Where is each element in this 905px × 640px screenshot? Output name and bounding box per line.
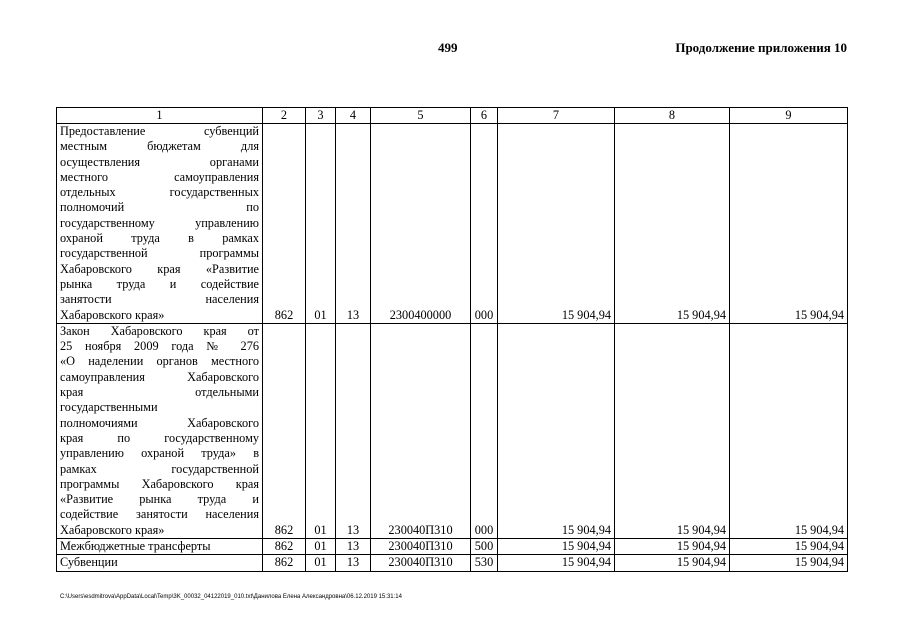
target-article-cell: 230040П310	[371, 539, 471, 555]
column-header-6: 6	[471, 108, 498, 124]
description-line: управлению охраной труда» в	[60, 446, 259, 461]
admin-code-cell: 862	[263, 323, 306, 538]
description-line: рамках государственной	[60, 461, 259, 476]
expense-type-cell: 530	[471, 555, 498, 571]
description-line: рынка труда и содействие	[60, 276, 259, 291]
description-line: местным бюджетам для	[60, 139, 259, 154]
description-line: «Развитие рынка труда и	[60, 492, 259, 507]
table-row	[57, 555, 848, 571]
target-article-cell: 230040П310	[371, 555, 471, 571]
amount-col9-cell: 15 904,94	[730, 323, 848, 538]
amount-col9-cell: 15 904,94	[730, 124, 848, 324]
description-cell	[57, 555, 263, 571]
amount-col8-cell: 15 904,94	[615, 124, 730, 324]
description-line: осуществления органами	[60, 154, 259, 169]
section-cell: 01	[306, 323, 336, 538]
description-line: занятости населения	[60, 292, 259, 307]
expense-type-cell: 000	[471, 323, 498, 538]
target-article-cell: 230040П310	[371, 323, 471, 538]
description-line: Хабаровского края»	[60, 307, 165, 322]
amount-col8-cell: 15 904,94	[615, 555, 730, 571]
description-line: местного самоуправления	[60, 169, 259, 184]
amount-col7-cell: 15 904,94	[498, 539, 615, 555]
description-line: государственному управлению	[60, 215, 259, 230]
description-line: Хабаровского края»	[60, 522, 165, 537]
description-line: государственными	[60, 400, 158, 415]
description-cell	[57, 124, 263, 324]
table-row	[57, 124, 848, 324]
description-line: полномочий по	[60, 200, 259, 215]
amount-col9-cell: 15 904,94	[730, 539, 848, 555]
column-header-3: 3	[306, 108, 336, 124]
admin-code-cell: 862	[263, 124, 306, 324]
description-line: содействие занятости населения	[60, 507, 259, 522]
admin-code-cell: 862	[263, 555, 306, 571]
budget-table	[56, 107, 848, 572]
description-line: края по государственному	[60, 430, 259, 445]
description-line: государственной программы	[60, 246, 259, 261]
column-header-1: 1	[57, 108, 263, 124]
subsection-cell: 13	[336, 124, 371, 324]
page-number: 499	[438, 40, 458, 55]
column-header-2: 2	[263, 108, 306, 124]
description-cell	[57, 323, 263, 538]
expense-type-cell: 000	[471, 124, 498, 324]
section-cell: 01	[306, 555, 336, 571]
target-article-cell: 2300400000	[371, 124, 471, 324]
table-row	[57, 539, 848, 555]
description-line: программы Хабаровского края	[60, 476, 259, 491]
description-line: полномочиями Хабаровского	[60, 415, 259, 430]
description-cell	[57, 539, 263, 555]
table-body	[57, 124, 848, 572]
amount-col8-cell: 15 904,94	[615, 323, 730, 538]
amount-col7-cell: 15 904,94	[498, 323, 615, 538]
description-line: Хабаровского края «Развитие	[60, 261, 259, 276]
column-number-row	[57, 108, 848, 124]
description-line: Предоставление субвенций	[60, 124, 259, 138]
amount-col8-cell: 15 904,94	[615, 539, 730, 555]
description-line: Субвенции	[60, 555, 118, 570]
section-cell: 01	[306, 124, 336, 324]
description-line: «О наделении органов местного	[60, 354, 259, 369]
subsection-cell: 13	[336, 555, 371, 571]
description-line: Закон Хабаровского края от	[60, 323, 259, 338]
description-line: охраной труда в рамках	[60, 231, 259, 246]
column-header-5: 5	[371, 108, 471, 124]
amount-col7-cell: 15 904,94	[498, 555, 615, 571]
amount-col9-cell: 15 904,94	[730, 555, 848, 571]
subsection-cell: 13	[336, 539, 371, 555]
table-row	[57, 323, 848, 538]
column-header-7: 7	[498, 108, 615, 124]
section-cell: 01	[306, 539, 336, 555]
footer-file-path: C:\Users\esdmitrova\AppData\Local\Temp\3K_00032_04122019_010.txt\Данилова Елена Александровна\06.12.2019 15:31:14	[60, 594, 402, 600]
column-header-4: 4	[336, 108, 371, 124]
amount-col7-cell: 15 904,94	[498, 124, 615, 324]
admin-code-cell: 862	[263, 539, 306, 555]
description-line: Межбюджетные трансферты	[60, 539, 211, 554]
expense-type-cell: 500	[471, 539, 498, 555]
column-header-8: 8	[615, 108, 730, 124]
subsection-cell: 13	[336, 323, 371, 538]
column-header-9: 9	[730, 108, 848, 124]
description-line: отдельных государственных	[60, 185, 259, 200]
appendix-continuation-note: Продолжение приложения 10	[675, 40, 847, 55]
description-line: самоуправления Хабаровского	[60, 369, 259, 384]
description-line: 25 ноября 2009 года № 276	[60, 339, 259, 354]
description-line: края отдельными	[60, 385, 259, 400]
